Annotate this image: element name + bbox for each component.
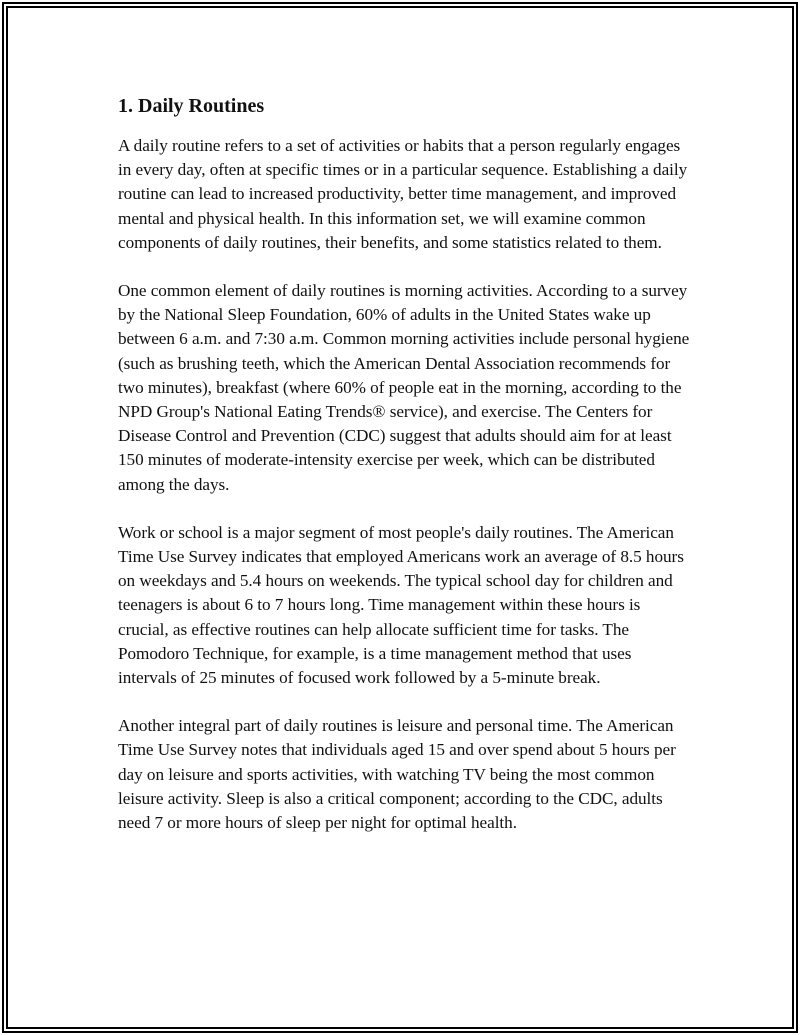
paragraph-leisure-sleep: Another integral part of daily routines is leisure and personal time. The American Time Use Survey notes that individuals aged 15 and over spend about 5 hours per day on leisure and sports activities, with watching TV being the most common leisure activity. Sleep is also a critical component; according to the CDC, adults need 7 or more hours of sleep per night for optimal health. bbox=[118, 716, 676, 833]
paragraph-introduction: A daily routine refers to a set of activities or habits that a person regularly engages in every day, often at specific times or in a particular sequence. Establishing a daily routine can lead to increased productivity, better time management, and improved mental and physical health. In this information set, we will examine common components of daily routines, their benefits, and some statistics related to them. bbox=[118, 136, 688, 252]
section-heading: 1. Daily Routines bbox=[118, 95, 265, 117]
document-body bbox=[118, 92, 690, 859]
paragraph-morning-activities: One common element of daily routines is morning activities. According to a survey by the National Sleep Foundation, 60% of adults in the United States wake up between 6 a.m. and 7:30 a.m. Common morning activities include personal hygiene (such as brushing teeth, which the American Dental Association recommends for two minutes), breakfast (where 60% of people eat in the morning, according to the NPD Group's National Eating Trends® service), and exercise. The Centers for Disease Control and Prevention (CDC) suggest that adults should aim for at least 150 minutes of moderate-intensity exercise per week, which can be distributed among the days. bbox=[118, 281, 690, 494]
paragraph-work-school: Work or school is a major segment of most people's daily routines. The American Time Use Survey indicates that employed Americans work an average of 8.5 hours on weekdays and 5.4 hours on weekends. The typical school day for children and teenagers is about 6 to 7 hours long. Time management within these hours is crucial, as effective routines can help allocate sufficient time for tasks. The Pomodoro Technique, for example, is a time management method that uses intervals of 25 minutes of focused work followed by a 5-minute break. bbox=[118, 522, 684, 688]
